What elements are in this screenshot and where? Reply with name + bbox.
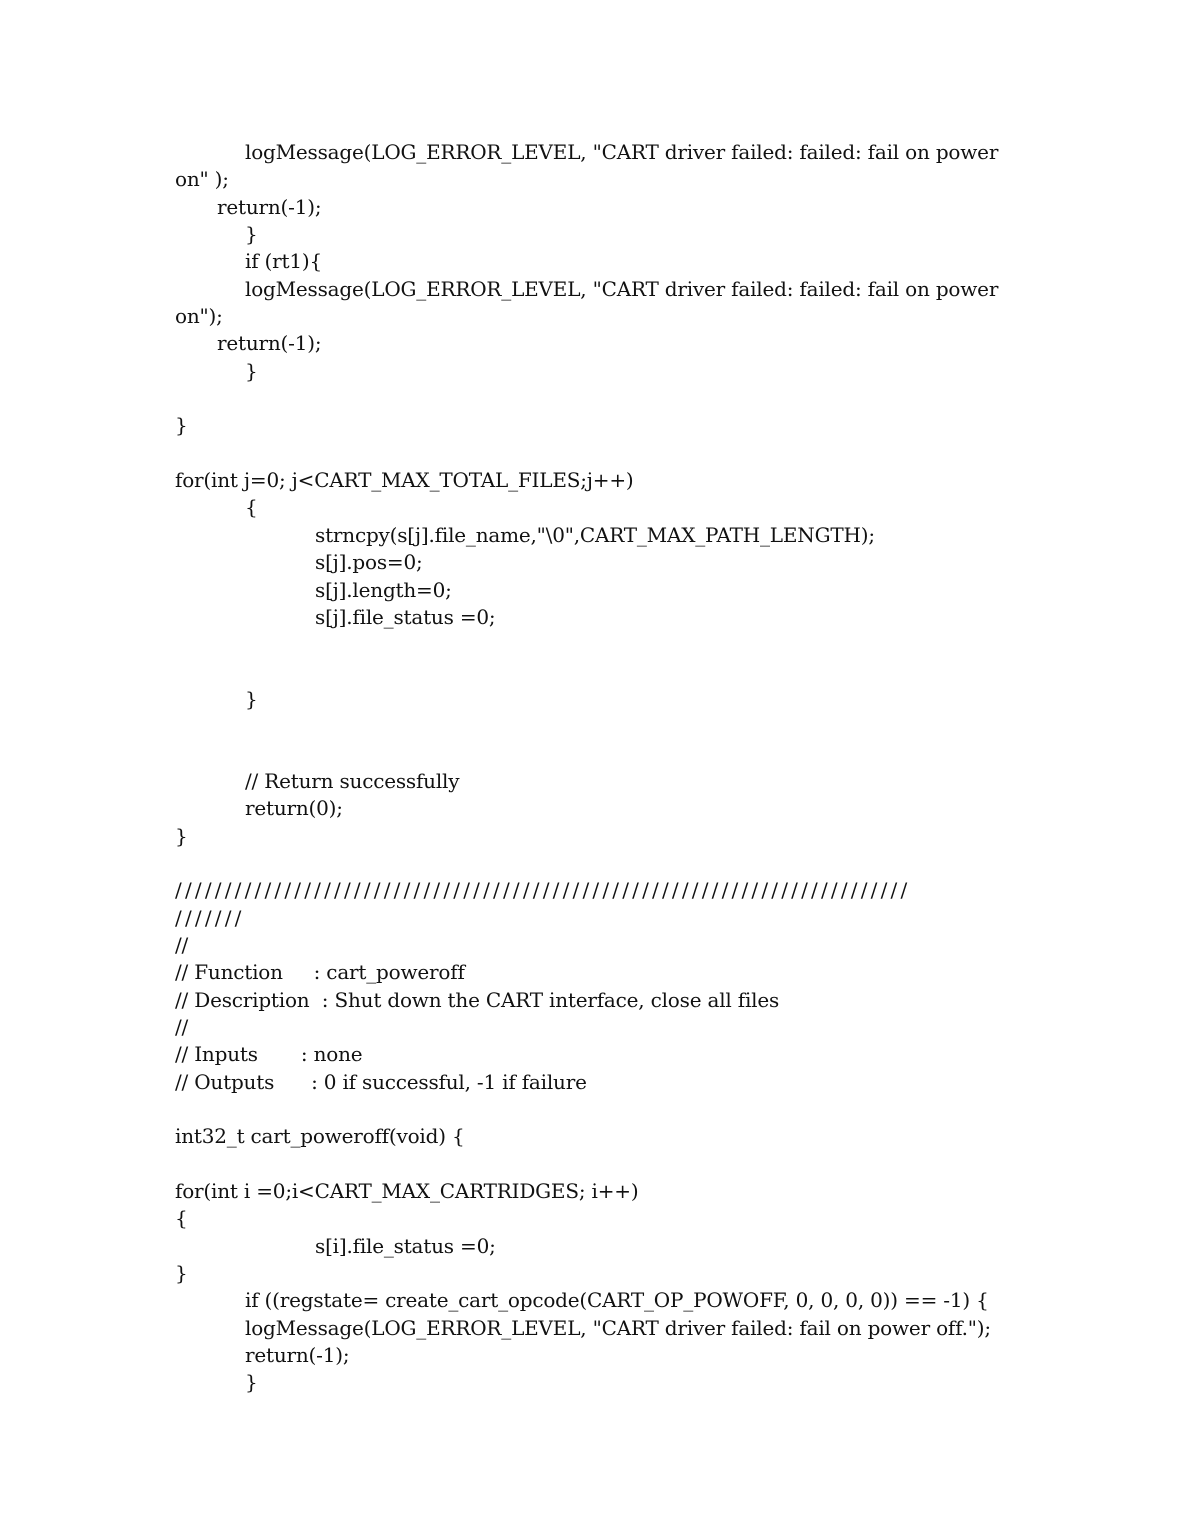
- code-line: if ((regstate= create_cart_opcode(CART_OP_POWOFF, 0, 0, 0, 0)) == -1) {: [245, 1288, 989, 1313]
- code-line: return(-1);: [217, 194, 322, 219]
- code-line: {: [175, 1206, 188, 1231]
- code-line: }: [245, 1370, 258, 1395]
- code-line: }: [175, 413, 188, 438]
- comment-line: // Return successfully: [245, 768, 460, 793]
- blank-line: [175, 713, 1035, 740]
- blank-line: [175, 659, 1035, 686]
- comment-line: // Outputs : 0 if successful, -1 if failure: [175, 1069, 587, 1094]
- comment-divider: ///////: [175, 905, 245, 930]
- blank-line: [175, 385, 1035, 412]
- code-line: strncpy(s[j].file_name,"\0",CART_MAX_PATH_LENGTH);: [315, 522, 875, 547]
- code-line: logMessage(LOG_ERROR_LEVEL, "CART driver failed: failed: fail on power: [245, 276, 999, 301]
- code-line: }: [245, 358, 258, 383]
- code-line: }: [175, 823, 188, 848]
- blank-line: [175, 741, 1035, 768]
- code-line: for(int i =0;i<CART_MAX_CARTRIDGES; i++): [175, 1179, 639, 1204]
- code-line: logMessage(LOG_ERROR_LEVEL, "CART driver failed: fail on power off.");: [245, 1315, 991, 1340]
- comment-divider: //////////////////////////////////////////////////////////////////////////: [175, 878, 911, 903]
- comment-line: // Function : cart_poweroff: [175, 960, 465, 985]
- code-listing: [175, 139, 1035, 1397]
- code-line: s[j].file_status =0;: [315, 604, 496, 629]
- code-line: s[j].pos=0;: [315, 550, 423, 575]
- code-line: for(int j=0; j<CART_MAX_TOTAL_FILES;j++): [175, 468, 634, 493]
- code-line: on");: [175, 304, 223, 329]
- code-line: logMessage(LOG_ERROR_LEVEL, "CART driver failed: failed: fail on power: [245, 140, 999, 164]
- code-line: if (rt1){: [245, 249, 323, 274]
- code-line: return(-1);: [245, 1343, 350, 1368]
- comment-line: // Inputs : none: [175, 1042, 363, 1067]
- code-line: }: [245, 222, 258, 247]
- blank-line: [175, 850, 1035, 877]
- comment-line: //: [175, 1015, 189, 1039]
- blank-line: [175, 1096, 1035, 1123]
- code-line: }: [175, 1261, 188, 1286]
- code-line: s[i].file_status =0;: [315, 1233, 496, 1258]
- code-line: s[j].length=0;: [315, 577, 452, 602]
- code-line: {: [245, 495, 258, 520]
- blank-line: [175, 631, 1035, 658]
- blank-line: [175, 440, 1035, 467]
- blank-line: [175, 1151, 1035, 1178]
- comment-line: // Description : Shut down the CART interface, close all files: [175, 987, 780, 1012]
- code-line: on" );: [175, 167, 229, 192]
- comment-line: //: [175, 932, 189, 957]
- code-line: return(0);: [245, 796, 343, 821]
- code-line: int32_t cart_poweroff(void) {: [175, 1124, 465, 1149]
- code-line: return(-1);: [217, 331, 322, 356]
- code-line: }: [245, 686, 258, 711]
